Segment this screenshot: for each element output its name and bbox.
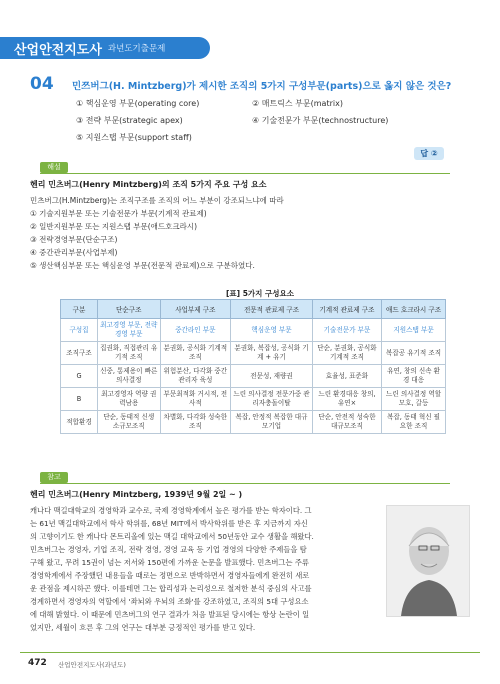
components-table — [60, 299, 446, 434]
table-cell: 단순, 동태적 신생 소규모조직 — [98, 411, 161, 434]
table-cell: 복잡, 동태 혁신 필요한 조직 — [382, 411, 446, 434]
table-row — [61, 365, 446, 388]
table-row — [61, 342, 446, 365]
footer-divider — [20, 652, 480, 653]
reference-line: 운 관점을 제시하곤 했다. 이를테면 그는 합리성과 논리성으로 철저한 분석 중심의 사고를 — [30, 584, 312, 593]
header-banner — [0, 37, 210, 59]
table-cell: 분권화, 복잡성, 공식화 기계 + 유기 — [231, 342, 313, 365]
table-cell: 유연, 창의 신속 환경 대응 — [382, 365, 446, 388]
option-1: ① 핵심운영 부문(operating core) — [76, 99, 200, 108]
option-2: ② 매트릭스 부문(matrix) — [252, 99, 343, 108]
table-cell: 전문성, 재량권 — [231, 365, 313, 388]
table-cell: 단순, 분권화, 공식화 기계적 조직 — [312, 342, 381, 365]
table-header: 애드 호크라시 구조 — [382, 300, 446, 319]
reference-line: 경계하면서 경영자의 역할에서 '좌뇌와 우뇌의 조화'를 강조하였고, 조직의 5대 구성요소 — [30, 597, 309, 606]
table-cell: 최고경영 부문, 전략경영 부문 — [98, 319, 161, 342]
question-number: 04 — [30, 74, 54, 94]
table-row — [61, 411, 446, 434]
reference-divider — [40, 483, 450, 484]
table-cell: 중간라인 부문 — [160, 319, 231, 342]
reference-line: 민츠버그는 경영자, 기업 조직, 전략 경영, 경영 교육 등 기업 경영의 다양한 주제들을 탐 — [30, 545, 307, 554]
table-cell: 효율성, 표준화 — [312, 365, 381, 388]
portrait-photo — [386, 505, 470, 617]
table-row — [61, 319, 446, 342]
explain-line: ① 기술지원부문 또는 기술전문가 부문(기계적 관료제) — [30, 209, 207, 218]
table-cell: 느린 의사결정 전문가중 관리자충돌이탈 — [231, 388, 313, 411]
option-4: ④ 기술전문가 부문(technostructure) — [252, 116, 389, 125]
table-header: 사업부제 구조 — [160, 300, 231, 319]
table-cell: 복잡, 안정적 복잡한 대규모기업 — [231, 411, 313, 434]
table-cell: 복잡공 유기적 조직 — [382, 342, 446, 365]
reference-line: 에 대해 밝혔다. 이 때문에 민츠버그의 연구 결과가 처음 발표된 당시에는 항상 논란이 일 — [30, 610, 310, 619]
reference-line: 캐나다 맥길대학교의 경영학과 교수로, 국제 경영학계에서 높은 평가를 받는 학자이다. 그 — [30, 506, 312, 515]
reference-line: 경영학계에서 주장했던 내용들을 때로는 정면으로 반박하면서 경영자들에게 완전히 새로 — [30, 571, 310, 580]
table-header: 전문적 관료제 구조 — [231, 300, 313, 319]
explain-heading: 헨리 민츠버그(Henry Mintzberg)의 조직 5가지 주요 구성 요소 — [30, 180, 267, 189]
header-subtitle: 과년도기출문제 — [107, 44, 166, 54]
table-header: 단순구조 — [98, 300, 161, 319]
table-cell: 차별화, 다각화 성숙한 조직 — [160, 411, 231, 434]
header-title: 산업안전지도사 — [14, 42, 102, 58]
table-cell: 분권화, 공식화 기계적 조직 — [160, 342, 231, 365]
table-header-row — [61, 300, 446, 319]
table-cell: 단순, 안전적 성숙한 대규모조직 — [312, 411, 381, 434]
table-cell: 신중, 통제용이 빠른 의사결정 — [98, 365, 161, 388]
option-3: ③ 전략 부문(strategic apex) — [76, 116, 183, 125]
reference-line: 었지만, 세월이 흐른 후 그의 연구는 대부분 긍정적인 평가를 받고 있다. — [30, 623, 256, 632]
table-cell: 부문최적화 거시적, 전사적 — [160, 388, 231, 411]
explain-line: 민츠버그(H.Mintzberg)는 조직구조를 조직의 어느 부분이 강조되느냐에 따라 — [30, 196, 284, 205]
table-row — [61, 388, 446, 411]
reference-heading: 헨리 민츠버그(Henry Mintzberg, 1939년 9월 2일 ~ ) — [30, 490, 243, 499]
table-cell: G — [61, 365, 98, 388]
table-cell: B — [61, 388, 98, 411]
table-header: 기계적 관료제 구조 — [312, 300, 381, 319]
table-cell: 적합환경 — [61, 411, 98, 434]
question-text: 민쯔버그(H. Mintzberg)가 제시한 조직의 5가지 구성부문(parts)으로 옳지 않은 것은? — [72, 81, 452, 92]
explain-divider — [40, 173, 450, 174]
table-cell: 느린 환경대응 창의, 유연× — [312, 388, 381, 411]
table-title: [표] 5가지 구성요소 — [226, 289, 295, 298]
table-cell: 최고경영자 역량 권력남용 — [98, 388, 161, 411]
reference-tag: 참고 — [40, 472, 68, 483]
option-5: ⑤ 지원스탭 부문(support staff) — [76, 133, 192, 142]
explain-line: ② 일반지원부문 또는 지원스탭 부문(애드호크라시) — [30, 222, 198, 231]
table-cell: 구성집 — [61, 319, 98, 342]
table-cell: 핵심운영 부문 — [231, 319, 313, 342]
table-cell: 조직구조 — [61, 342, 98, 365]
book-title: 산업안전지도사(과년도) — [58, 661, 126, 669]
reference-line: 구해 왔고, 무려 15권이 넘는 저서와 150편에 가까운 논문을 발표했다. 민츠버그는 주류 — [30, 558, 309, 567]
answer-badge: 답 ② — [414, 147, 444, 160]
reference-line: 의 고향이기도 한 캐나다 몬트리올에 있는 맥길 대학교에서 50년동안 교수 생활을 해왔다. — [30, 532, 314, 541]
table-header: 구분 — [61, 300, 98, 319]
reference-line: 는 61년 맥길대학교에서 학사 학위를, 68년 MIT에서 박사학위를 받은 후 지금까지 자신 — [30, 519, 308, 528]
table-cell: 기술전문가 부문 — [312, 319, 381, 342]
explain-line: ⑤ 생산핵심부문 또는 핵심운영 부문(전문적 관료제)으로 구분하였다. — [30, 261, 255, 270]
page-number: 472 — [28, 658, 47, 668]
table-cell: 위험분산, 다각화 중간관리자 육성 — [160, 365, 231, 388]
table-cell: 지원스탭 부문 — [382, 319, 446, 342]
table-cell: 느린 의사결정 역할 모호, 갈등 — [382, 388, 446, 411]
explain-line: ④ 중간관리부문(사업부제) — [30, 248, 118, 257]
explain-tag: 해설 — [40, 162, 68, 173]
table-cell: 집권화, 직접관리 유기적 조직 — [98, 342, 161, 365]
explain-line: ③ 전략경영부문(단순구조) — [30, 235, 118, 244]
